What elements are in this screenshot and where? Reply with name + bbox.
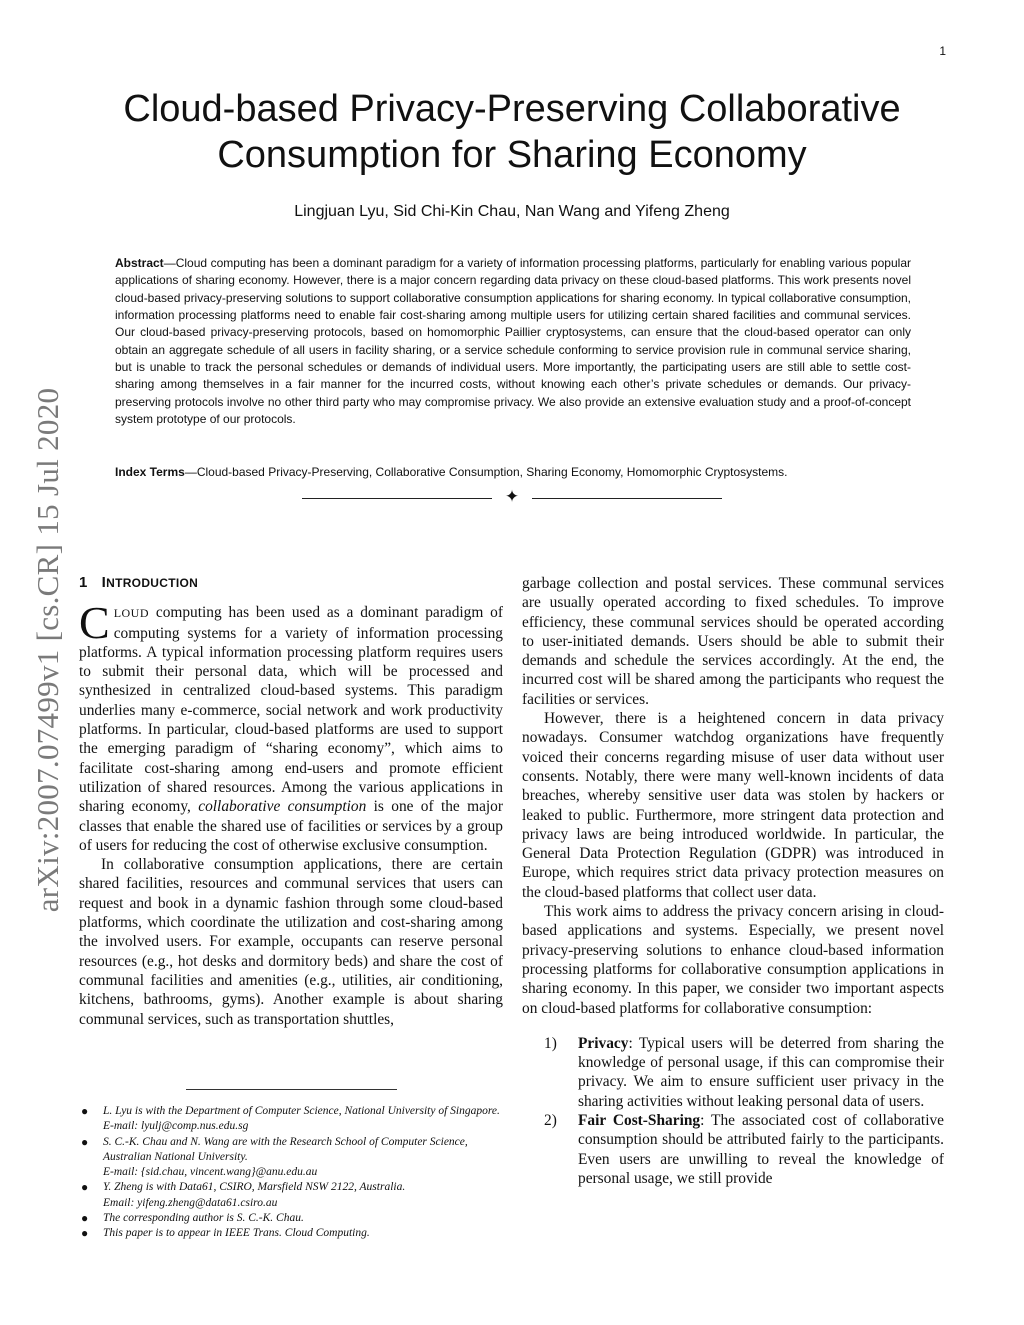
drop-cap: C	[79, 597, 110, 649]
emphasis-term: collaborative consumption	[198, 798, 367, 816]
list-item	[522, 1111, 944, 1188]
bullet-icon: ●	[81, 1180, 89, 1195]
footnotes	[79, 1104, 503, 1242]
intro-paragraph-1-text-a: computing has been used as a dominant paradigm of computing systems for a variety of information processing platforms. A typical information processing platform requires users to submit their personal data, which will be processed and synthesized in centralized cloud-based systems. This paradigm underlies many e-commerce, social network and work productivity platforms. In particular, cloud-based platforms are used to support the emerging paradigm of “sharing economy”, which aims to facilitate cost-sharing among end-users and promote efficient utilization of shared resources. Among the various applications in sharing economy,	[79, 604, 503, 816]
divider-line-left	[302, 498, 492, 499]
aspects-list	[522, 1034, 944, 1188]
bullet-icon: ●	[81, 1134, 89, 1149]
footnote-item	[79, 1180, 503, 1211]
footnote-line: E-mail: {sid.chau, vincent.wang}@anu.edu.au	[103, 1166, 318, 1179]
title-line-2: Consumption for Sharing Economy	[217, 134, 807, 176]
title-line-1: Cloud-based Privacy-Preserving Collaborative	[123, 88, 901, 130]
section-divider	[302, 489, 722, 509]
section-number: 1	[79, 574, 88, 591]
index-terms-label: Index Terms	[115, 465, 185, 479]
list-item-text: : The associated cost of collaborative consumption should be attributed fairly to the participants. Even users are unwilling to reveal the knowledge of personal usage, we still provide	[578, 1112, 945, 1187]
section-heading	[79, 573, 503, 593]
footnote-item	[79, 1135, 503, 1181]
footnote-line: The corresponding author is S. C.-K. Chau.	[103, 1212, 304, 1225]
bullet-icon: ●	[81, 1226, 89, 1241]
abstract-label: Abstract	[115, 256, 164, 270]
index-terms-text: —Cloud-based Privacy-Preserving, Collaborative Consumption, Sharing Economy, Homomorphic Cryptosystems.	[184, 465, 788, 479]
footnote-item	[79, 1211, 503, 1226]
abstract	[115, 255, 911, 428]
right-paragraph-2: However, there is a heightened concern in data privacy nowadays. Consumer watchdog organizations have frequently voiced their concerns regarding misuse of user data without user consents. Notably, there were many well-known incidents of data breaches, whereby sensitive user data was stolen by hackers or leaked to public. Furthermore, more stringent data protection and privacy laws are being introduced worldwide. In particular, the General Data Protection Regulation (GDPR) was introduced in Europe, which requires strict data privacy protection measures on the cloud-based platforms that collect user data.	[522, 710, 944, 901]
footnote-item	[79, 1104, 503, 1135]
section-title-rest: NTRODUCTION	[106, 576, 199, 590]
list-item-number: 2)	[544, 1112, 557, 1130]
paper-title	[60, 86, 964, 178]
intro-paragraph-2: In collaborative consumption applications, there are certain shared facilities, resources and communal services that users can request and book in a dynamic fashion through some cloud-based platforms, which coordinate the utilization and cost-sharing among the involved users. For example, occupants can reserve personal resources (e.g., hot desks and dormitory beds) and share the cost of communal facilities and amenities (e.g., utilities, air conditioning, kitchens, bathrooms, gyms). Another example is about sharing communal services, such as transportation shuttles,	[79, 856, 503, 1028]
footnote-line: This paper is to appear in IEEE Trans. Cloud Computing.	[103, 1227, 370, 1240]
intro-paragraph-1	[79, 597, 504, 855]
bullet-icon: ●	[81, 1211, 89, 1226]
right-column	[522, 574, 944, 1188]
intro-paragraph-1-text-b: is one of the major classes that enable the shared use of facilities or services by a group of users for reducing the cost of otherwise exclusive consumption.	[79, 798, 504, 854]
footnote-item	[79, 1226, 503, 1241]
abstract-text: —Cloud computing has been a dominant paradigm for a variety of information processing platforms, particularly for enabling various popular applications of sharing economy. However, there is a major concern regarding data privacy on these cloud-based platforms. This work presents novel cloud-based privacy-preserving solutions to support collaborative consumption applications for sharing economy. In typical collaborative consumption, information processing platforms need to enable fair cost-sharing among multiple users for utilizing certain shared facilities and communal services. Our cloud-based privacy-preserving protocols, based on homomorphic Paillier cryptosystems, can ensure that the cloud-based operator can only obtain an aggregate schedule of all users in facility sharing, or a service schedule conforming to service provision rule in communal service sharing, but is unable to track the personal schedules or demands of individual users. More importantly, the participating users are still able to settle cost-sharing among themselves in a fair manner for the incurred costs, without knowing each other’s private schedules or demands. Our privacy-preserving protocols involve no other third party who may compromise privacy. We also provide an extensive evaluation study and a proof-of-concept system prototype of our protocols.	[115, 256, 911, 427]
bullet-icon: ●	[81, 1104, 89, 1118]
footnote-line: L. Lyu is with the Department of Computer Science, National University of Singapore. E-mail: lyulj@comp.nus.edu.sg	[103, 1105, 500, 1133]
divider-symbol: ✦	[504, 487, 520, 506]
section-title-initial: I	[101, 574, 107, 591]
arxiv-side-stamp: arXiv:2007.07499v1 [cs.CR] 15 Jul 2020	[30, 387, 65, 913]
list-item-text: : Typical users will be deterred from sharing the knowledge of personal usage, if this can compromise their privacy. We aim to ensure sufficient user privacy in the sharing activities without leaking personal data of users.	[578, 1034, 944, 1110]
footnote-rule	[186, 1089, 397, 1090]
list-item-term: Privacy	[578, 1034, 629, 1052]
footnote-line: S. C.-K. Chau and N. Wang are with the Research School of Computer Science, Australian National University.	[103, 1135, 468, 1163]
author-list: Lingjuan Lyu, Sid Chi-Kin Chau, Nan Wang and Yifeng Zheng	[294, 203, 730, 220]
right-paragraph-3: This work aims to address the privacy concern arising in cloud-based applications and systems. Especially, we present novel privacy-preserving solutions to enhance cloud-based information processing platforms for collaborative consumption applications in sharing economy. In this paper, we consider two important aspects on cloud-based platforms for collaborative consumption:	[522, 903, 944, 1017]
left-column	[79, 573, 503, 1029]
footnote-line: Y. Zheng is with Data61, CSIRO, Marsfield NSW 2122, Australia.	[103, 1181, 406, 1194]
list-item	[522, 1034, 944, 1111]
page-number: 1	[939, 44, 946, 58]
divider-line-right	[532, 498, 722, 499]
first-word-smallcaps: LOUD	[113, 606, 150, 621]
list-item-number: 1)	[544, 1034, 557, 1052]
list-item-term: Fair Cost-Sharing	[578, 1112, 701, 1130]
index-terms	[115, 464, 911, 481]
right-paragraph-1: garbage collection and postal services. These communal services are usually operated according to fixed schedules. To improve efficiency, these communal services should be operated according to user-initiated demands. Users should be able to submit their demands and schedule the services accordingly. At the end, the incurred cost will be shared among the participants who request the facilities or services.	[522, 575, 944, 708]
footnote-line: Email: yifeng.zheng@data61.csiro.au	[103, 1196, 278, 1209]
